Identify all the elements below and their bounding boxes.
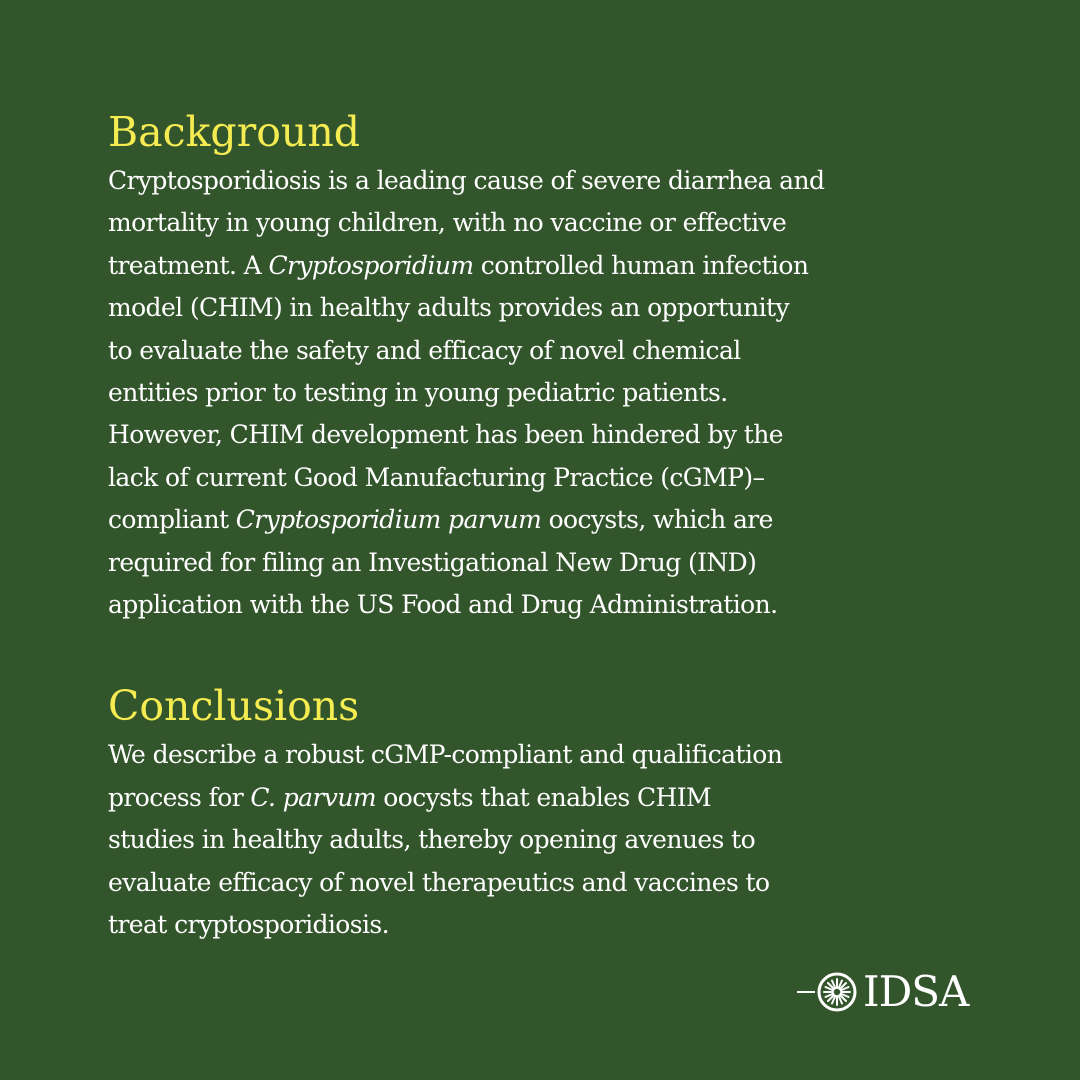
text-line: [108, 160, 998, 202]
text-run: to evaluate the safety and efficacy of novel chemical: [108, 335, 741, 365]
italic-text: C. parvum: [250, 782, 376, 812]
text-run: model (CHIM) in healthy adults provides an opportunity: [108, 293, 789, 323]
conclusions-paragraph: [108, 734, 998, 946]
text-run: However, CHIM development has been hindered by the: [108, 420, 783, 450]
sunburst-icon: [815, 970, 859, 1014]
text-run: studies in healthy adults, thereby opening avenues to: [108, 825, 756, 855]
text-line: [108, 414, 998, 456]
text-line: [108, 542, 998, 584]
conclusions-heading: Conclusions: [108, 682, 360, 731]
text-run: process for: [108, 782, 251, 812]
italic-text: Cryptosporidium: [268, 250, 474, 280]
text-line: [108, 862, 998, 904]
text-line: [108, 245, 998, 287]
text-run: We describe a robust cGMP-compliant and qualification: [108, 740, 783, 770]
text-line: [108, 819, 998, 861]
italic-text: Cryptosporidium parvum: [235, 505, 542, 535]
text-run: application with the US Food and Drug Administration.: [108, 590, 778, 620]
text-line: [108, 904, 998, 946]
text-run: compliant: [108, 505, 236, 535]
text-run: entities prior to testing in young pediatric patients.: [108, 378, 728, 408]
text-run: evaluate efficacy of novel therapeutics and vaccines to: [108, 867, 770, 897]
text-run: mortality in young children, with no vaccine or effective: [108, 208, 787, 238]
text-line: [108, 330, 998, 372]
abstract-content: [108, 104, 998, 947]
text-run: oocysts, which are: [541, 505, 773, 535]
text-line: [108, 202, 998, 244]
text-line: [108, 584, 998, 626]
text-run: Cryptosporidiosis is a leading cause of severe diarrhea and: [108, 166, 825, 195]
background-paragraph: [108, 160, 998, 626]
text-run: required for filing an Investigational New Drug (IND): [108, 547, 757, 577]
text-run: oocysts that enables CHIM: [375, 782, 712, 812]
logo-rule: [797, 991, 815, 993]
text-run: treat cryptosporidiosis.: [108, 910, 389, 940]
background-section: [108, 104, 998, 626]
text-run: treatment. A: [108, 250, 269, 280]
text-line: [108, 777, 998, 819]
text-run: lack of current Good Manufacturing Practice (cGMP)–: [108, 462, 765, 492]
text-line: [108, 372, 998, 414]
idsa-logo: [797, 967, 968, 1017]
text-line: [108, 457, 998, 499]
text-line: [108, 499, 998, 541]
text-line: [108, 734, 998, 776]
text-run: controlled human infection: [473, 250, 809, 280]
background-heading: Background: [108, 108, 360, 156]
conclusions-section: [108, 678, 998, 946]
text-line: [108, 287, 998, 329]
logo-text: IDSA: [863, 967, 969, 1016]
